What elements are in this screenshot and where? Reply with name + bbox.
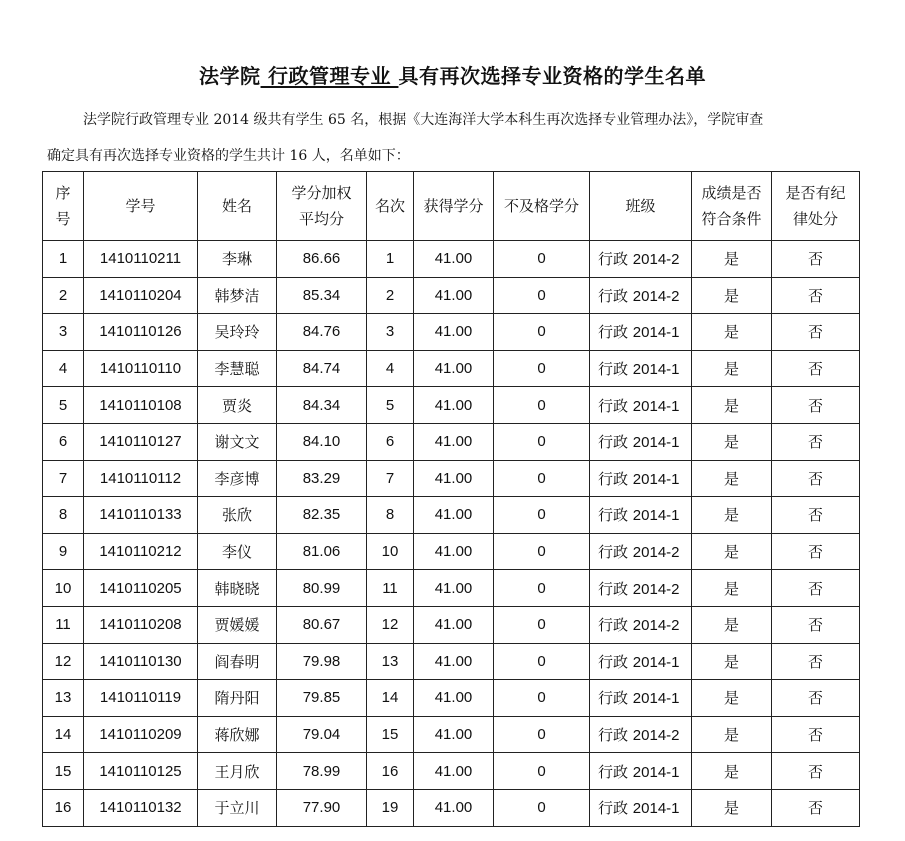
class-prefix: 行政 xyxy=(598,762,629,781)
cell-eligible: 是 xyxy=(692,643,772,680)
header-name: 姓名 xyxy=(198,172,277,241)
cell-seq: 13 xyxy=(43,680,84,717)
cell-student-id: 1410110209 xyxy=(84,716,198,753)
class-prefix: 行政 xyxy=(598,543,629,562)
cell-discipline: 否 xyxy=(772,277,860,314)
cell-rank: 11 xyxy=(367,570,414,607)
cell-seq: 7 xyxy=(43,460,84,497)
cell-class xyxy=(590,753,692,790)
cell-rank: 1 xyxy=(367,241,414,278)
table-row xyxy=(43,241,860,278)
cell-eligible: 是 xyxy=(692,241,772,278)
cell-rank: 10 xyxy=(367,533,414,570)
cell-eligible: 是 xyxy=(692,497,772,534)
cell-credits: 41.00 xyxy=(414,241,494,278)
cell-discipline: 否 xyxy=(772,643,860,680)
class-prefix: 行政 xyxy=(598,396,629,415)
table-row xyxy=(43,716,860,753)
class-prefix: 行政 xyxy=(598,579,629,598)
cell-failed-credits: 0 xyxy=(494,606,590,643)
cell-gpa: 80.99 xyxy=(277,570,367,607)
cell-student-id: 1410110125 xyxy=(84,753,198,790)
cell-credits: 41.00 xyxy=(414,497,494,534)
table-row xyxy=(43,460,860,497)
cell-credits: 41.00 xyxy=(414,716,494,753)
cell-gpa: 80.67 xyxy=(277,606,367,643)
cell-rank: 3 xyxy=(367,314,414,351)
cell-class xyxy=(590,497,692,534)
intro-line-1: 法学院行政管理专业 2014 级共有学生 65 名，根据《大连海洋大学本科生再次选择专业管理办法》，学院审查 xyxy=(83,112,764,128)
class-number: 2014-1 xyxy=(632,653,680,671)
cell-credits: 41.00 xyxy=(414,277,494,314)
title-part2: 具有再次选择专业资格的学生名单 xyxy=(398,64,706,88)
header-row xyxy=(43,172,860,241)
cell-gpa: 84.10 xyxy=(277,423,367,460)
class-prefix: 行政 xyxy=(598,433,629,452)
table-body xyxy=(43,241,860,827)
cell-student-id: 1410110126 xyxy=(84,314,198,351)
cell-failed-credits: 0 xyxy=(494,570,590,607)
cell-discipline: 否 xyxy=(772,314,860,351)
cell-name: 蒋欣娜 xyxy=(198,716,277,753)
cell-eligible: 是 xyxy=(692,350,772,387)
cell-student-id: 1410110130 xyxy=(84,643,198,680)
cell-gpa: 79.04 xyxy=(277,716,367,753)
cell-credits: 41.00 xyxy=(414,570,494,607)
cell-seq: 11 xyxy=(43,606,84,643)
class-prefix: 行政 xyxy=(598,506,629,525)
class-number: 2014-1 xyxy=(632,434,680,452)
cell-eligible: 是 xyxy=(692,533,772,570)
cell-rank: 19 xyxy=(367,789,414,826)
cell-failed-credits: 0 xyxy=(494,241,590,278)
cell-gpa: 85.34 xyxy=(277,277,367,314)
cell-gpa: 82.35 xyxy=(277,497,367,534)
cell-student-id: 1410110205 xyxy=(84,570,198,607)
cell-name: 谢文文 xyxy=(198,423,277,460)
header-gpa: 学分加权 平均分 xyxy=(277,172,367,241)
cell-name: 阎春明 xyxy=(198,643,277,680)
cell-eligible: 是 xyxy=(692,314,772,351)
cell-rank: 6 xyxy=(367,423,414,460)
cell-discipline: 否 xyxy=(772,570,860,607)
class-prefix: 行政 xyxy=(598,323,629,342)
cell-student-id: 1410110119 xyxy=(84,680,198,717)
cell-discipline: 否 xyxy=(772,789,860,826)
table-row xyxy=(43,314,860,351)
class-number: 2014-2 xyxy=(632,580,680,598)
cell-rank: 7 xyxy=(367,460,414,497)
header-failed-credits: 不及格学分 xyxy=(494,172,590,241)
cell-discipline: 否 xyxy=(772,423,860,460)
cell-credits: 41.00 xyxy=(414,643,494,680)
cell-credits: 41.00 xyxy=(414,680,494,717)
class-prefix: 行政 xyxy=(598,616,629,635)
cell-name: 韩梦洁 xyxy=(198,277,277,314)
cell-student-id: 1410110132 xyxy=(84,789,198,826)
cell-seq: 12 xyxy=(43,643,84,680)
cell-class xyxy=(590,643,692,680)
class-prefix: 行政 xyxy=(598,469,629,488)
cell-class xyxy=(590,460,692,497)
cell-seq: 3 xyxy=(43,314,84,351)
class-number: 2014-1 xyxy=(632,800,680,818)
cell-seq: 5 xyxy=(43,387,84,424)
cell-credits: 41.00 xyxy=(414,460,494,497)
cell-credits: 41.00 xyxy=(414,350,494,387)
intro-line-2: 确定具有再次选择专业资格的学生共计 16 人，名单如下： xyxy=(47,148,410,164)
class-prefix: 行政 xyxy=(598,250,629,269)
cell-seq: 6 xyxy=(43,423,84,460)
cell-gpa: 81.06 xyxy=(277,533,367,570)
cell-rank: 14 xyxy=(367,680,414,717)
cell-eligible: 是 xyxy=(692,387,772,424)
class-prefix: 行政 xyxy=(598,689,629,708)
class-number: 2014-1 xyxy=(632,690,680,708)
cell-discipline: 否 xyxy=(772,241,860,278)
cell-eligible: 是 xyxy=(692,570,772,607)
header-eligible: 成绩是否 符合条件 xyxy=(692,172,772,241)
cell-rank: 5 xyxy=(367,387,414,424)
cell-name: 李琳 xyxy=(198,241,277,278)
class-number: 2014-1 xyxy=(632,507,680,525)
intro-paragraph xyxy=(47,102,862,174)
cell-seq: 10 xyxy=(43,570,84,607)
class-number: 2014-1 xyxy=(632,397,680,415)
cell-student-id: 1410110133 xyxy=(84,497,198,534)
table-row xyxy=(43,350,860,387)
cell-discipline: 否 xyxy=(772,716,860,753)
cell-failed-credits: 0 xyxy=(494,423,590,460)
class-number: 2014-1 xyxy=(632,470,680,488)
cell-failed-credits: 0 xyxy=(494,643,590,680)
cell-name: 李彦博 xyxy=(198,460,277,497)
cell-name: 吴玲玲 xyxy=(198,314,277,351)
cell-student-id: 1410110212 xyxy=(84,533,198,570)
cell-eligible: 是 xyxy=(692,460,772,497)
cell-failed-credits: 0 xyxy=(494,277,590,314)
cell-eligible: 是 xyxy=(692,716,772,753)
cell-discipline: 否 xyxy=(772,753,860,790)
cell-class xyxy=(590,387,692,424)
cell-name: 李慧聪 xyxy=(198,350,277,387)
cell-name: 韩晓晓 xyxy=(198,570,277,607)
cell-rank: 12 xyxy=(367,606,414,643)
header-discipline: 是否有纪 律处分 xyxy=(772,172,860,241)
title-part1: 法学院 xyxy=(199,64,261,88)
cell-gpa: 86.66 xyxy=(277,241,367,278)
class-number: 2014-2 xyxy=(632,544,680,562)
class-number: 2014-1 xyxy=(632,324,680,342)
class-number: 2014-2 xyxy=(632,287,680,305)
cell-seq: 14 xyxy=(43,716,84,753)
cell-name: 贾炎 xyxy=(198,387,277,424)
cell-class xyxy=(590,716,692,753)
cell-gpa: 84.34 xyxy=(277,387,367,424)
cell-failed-credits: 0 xyxy=(494,789,590,826)
cell-rank: 2 xyxy=(367,277,414,314)
class-prefix: 行政 xyxy=(598,652,629,671)
cell-name: 张欣 xyxy=(198,497,277,534)
class-prefix: 行政 xyxy=(598,726,629,745)
cell-credits: 41.00 xyxy=(414,314,494,351)
cell-seq: 9 xyxy=(43,533,84,570)
cell-eligible: 是 xyxy=(692,753,772,790)
cell-eligible: 是 xyxy=(692,789,772,826)
cell-discipline: 否 xyxy=(772,497,860,534)
title-major: 行政管理专业 xyxy=(260,64,399,88)
class-number: 2014-2 xyxy=(632,251,680,269)
class-number: 2014-2 xyxy=(632,727,680,745)
cell-student-id: 1410110108 xyxy=(84,387,198,424)
cell-name: 王月欣 xyxy=(198,753,277,790)
cell-discipline: 否 xyxy=(772,533,860,570)
table-row xyxy=(43,423,860,460)
cell-student-id: 1410110211 xyxy=(84,241,198,278)
cell-seq: 2 xyxy=(43,277,84,314)
cell-name: 于立川 xyxy=(198,789,277,826)
class-number: 2014-1 xyxy=(632,763,680,781)
class-number: 2014-2 xyxy=(632,617,680,635)
cell-failed-credits: 0 xyxy=(494,533,590,570)
cell-credits: 41.00 xyxy=(414,423,494,460)
cell-discipline: 否 xyxy=(772,350,860,387)
header-credits: 获得学分 xyxy=(414,172,494,241)
class-prefix: 行政 xyxy=(598,799,629,818)
cell-student-id: 1410110112 xyxy=(84,460,198,497)
cell-class xyxy=(590,241,692,278)
table-header xyxy=(43,172,860,241)
class-prefix: 行政 xyxy=(598,360,629,379)
cell-failed-credits: 0 xyxy=(494,497,590,534)
table-row xyxy=(43,277,860,314)
cell-failed-credits: 0 xyxy=(494,460,590,497)
cell-class xyxy=(590,570,692,607)
cell-class xyxy=(590,314,692,351)
cell-seq: 4 xyxy=(43,350,84,387)
cell-failed-credits: 0 xyxy=(494,350,590,387)
cell-eligible: 是 xyxy=(692,277,772,314)
cell-student-id: 1410110204 xyxy=(84,277,198,314)
cell-class xyxy=(590,277,692,314)
cell-failed-credits: 0 xyxy=(494,753,590,790)
cell-class xyxy=(590,350,692,387)
cell-gpa: 84.74 xyxy=(277,350,367,387)
cell-failed-credits: 0 xyxy=(494,314,590,351)
table-row xyxy=(43,497,860,534)
cell-credits: 41.00 xyxy=(414,533,494,570)
cell-name: 贾媛媛 xyxy=(198,606,277,643)
header-seq: 序 号 xyxy=(43,172,84,241)
table-row xyxy=(43,680,860,717)
table-row xyxy=(43,570,860,607)
header-class: 班级 xyxy=(590,172,692,241)
class-number: 2014-1 xyxy=(632,361,680,379)
table-row xyxy=(43,753,860,790)
cell-name: 隋丹阳 xyxy=(198,680,277,717)
cell-gpa: 79.85 xyxy=(277,680,367,717)
cell-eligible: 是 xyxy=(692,680,772,717)
cell-credits: 41.00 xyxy=(414,387,494,424)
cell-failed-credits: 0 xyxy=(494,680,590,717)
table-row xyxy=(43,387,860,424)
cell-rank: 13 xyxy=(367,643,414,680)
cell-gpa: 78.99 xyxy=(277,753,367,790)
cell-seq: 15 xyxy=(43,753,84,790)
table-row xyxy=(43,789,860,826)
cell-credits: 41.00 xyxy=(414,606,494,643)
table-row xyxy=(43,643,860,680)
table-row xyxy=(43,533,860,570)
cell-seq: 1 xyxy=(43,241,84,278)
cell-class xyxy=(590,533,692,570)
cell-student-id: 1410110127 xyxy=(84,423,198,460)
cell-rank: 4 xyxy=(367,350,414,387)
cell-rank: 8 xyxy=(367,497,414,534)
cell-gpa: 79.98 xyxy=(277,643,367,680)
cell-eligible: 是 xyxy=(692,606,772,643)
cell-discipline: 否 xyxy=(772,460,860,497)
cell-class xyxy=(590,606,692,643)
cell-discipline: 否 xyxy=(772,606,860,643)
cell-rank: 15 xyxy=(367,716,414,753)
cell-class xyxy=(590,423,692,460)
cell-discipline: 否 xyxy=(772,387,860,424)
cell-name: 李仪 xyxy=(198,533,277,570)
table-row xyxy=(43,606,860,643)
page-title xyxy=(0,60,905,89)
cell-credits: 41.00 xyxy=(414,753,494,790)
cell-student-id: 1410110110 xyxy=(84,350,198,387)
cell-class xyxy=(590,789,692,826)
student-table xyxy=(42,171,860,827)
header-student-id: 学号 xyxy=(84,172,198,241)
header-rank: 名次 xyxy=(367,172,414,241)
cell-discipline: 否 xyxy=(772,680,860,717)
cell-seq: 16 xyxy=(43,789,84,826)
cell-gpa: 77.90 xyxy=(277,789,367,826)
class-prefix: 行政 xyxy=(598,286,629,305)
cell-eligible: 是 xyxy=(692,423,772,460)
cell-rank: 16 xyxy=(367,753,414,790)
cell-class xyxy=(590,680,692,717)
cell-gpa: 83.29 xyxy=(277,460,367,497)
cell-failed-credits: 0 xyxy=(494,387,590,424)
cell-failed-credits: 0 xyxy=(494,716,590,753)
cell-seq: 8 xyxy=(43,497,84,534)
cell-student-id: 1410110208 xyxy=(84,606,198,643)
cell-credits: 41.00 xyxy=(414,789,494,826)
cell-gpa: 84.76 xyxy=(277,314,367,351)
